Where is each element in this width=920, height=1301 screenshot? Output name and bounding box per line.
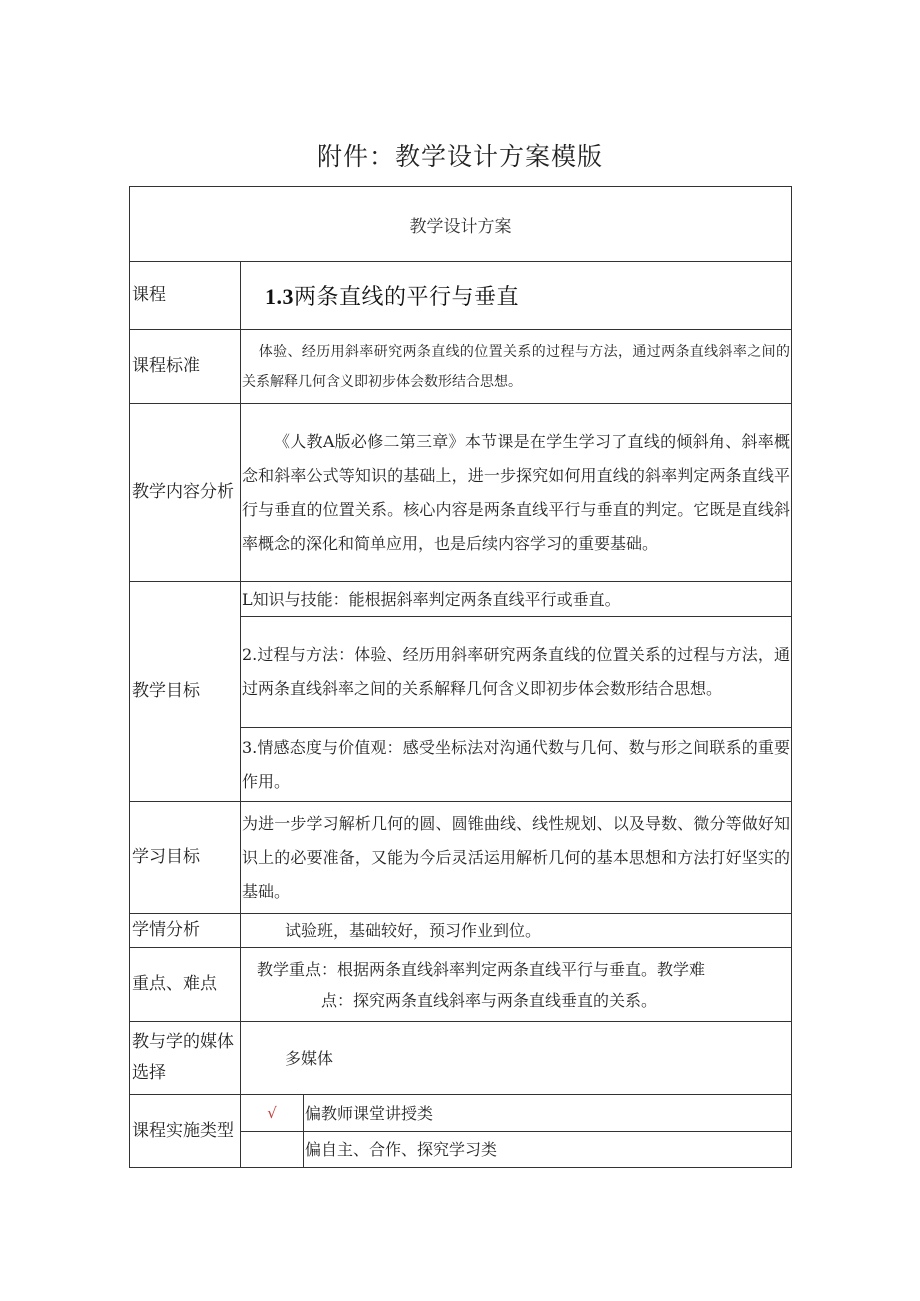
key-points-text — [241, 948, 792, 1022]
student-analysis-text: 试验班，基础较好，预习作业到位。 — [241, 914, 792, 948]
course-type-check-2 — [241, 1132, 304, 1168]
course-name: 两条直线的平行与垂直 — [294, 285, 520, 310]
student-analysis-row — [130, 914, 792, 948]
standard-label: 课程标准 — [130, 330, 241, 404]
student-analysis-label: 学情分析 — [130, 914, 241, 948]
course-number: 1.3 — [265, 284, 294, 309]
page-title: 附件：教学设计方案模版 — [316, 142, 603, 171]
media-text: 多媒体 — [241, 1022, 792, 1095]
media-label: 教与学的媒体选择 — [130, 1022, 241, 1095]
course-row — [130, 262, 792, 330]
course-type-check-1: √ — [241, 1095, 304, 1132]
course-type-row-1 — [130, 1095, 792, 1132]
course-type-option-2: 偏自主、合作、探究学习类 — [304, 1132, 792, 1168]
course-label: 课程 — [130, 262, 241, 330]
teaching-goals-label: 教学目标 — [130, 582, 241, 802]
learning-goals-label: 学习目标 — [130, 802, 241, 914]
course-type-option-1: 偏教师课堂讲授类 — [304, 1095, 792, 1132]
content-analysis-text: 《人教A版必修二第三章》本节课是在学生学习了直线的倾斜角、斜率概念和斜率公式等知识的基础上，进一步探究如何用直线的斜率判定两条直线平行与垂直的位置关系。核心内容是两条直线平行与垂直的判定。它既是直线斜率概念的深化和简单应用，也是后续内容学习的重要基础。 — [241, 404, 792, 582]
teaching-goal-2: 2.过程与方法：体验、经历用斜率研究两条直线的位置关系的过程与方法，通过两条直线斜率之间的关系解释几何含义即初步体会数形结合思想。 — [241, 617, 792, 728]
teaching-plan-table — [129, 186, 792, 1168]
plan-header-row — [130, 187, 792, 262]
key-points-label: 重点、难点 — [130, 948, 241, 1022]
learning-goals-text: 为进一步学习解析几何的圆、圆锥曲线、线性规划、以及导数、微分等做好知识上的必要准备，又能为今后灵活运用解析几何的基本思想和方法打好坚实的基础。 — [241, 802, 792, 914]
content-analysis-label: 教学内容分析 — [130, 404, 241, 582]
key-points-line-1: 教学重点：根据两条直线斜率判定两条直线平行与垂直。教学难 — [257, 959, 706, 979]
teaching-goal-1: L知识与技能：能根据斜率判定两条直线平行或垂直。 — [241, 582, 792, 617]
media-row — [130, 1022, 792, 1095]
teaching-goal-3: 3.情感态度与价值观：感受坐标法对沟通代数与几何、数与形之间联系的重要作用。 — [241, 728, 792, 802]
learning-goals-row — [130, 802, 792, 914]
goal-row-1 — [130, 582, 792, 617]
key-points-line-2: 点：探究两条直线斜率与两条直线垂直的关系。 — [321, 990, 658, 1010]
standard-row — [130, 330, 792, 404]
key-points-row — [130, 948, 792, 1022]
content-analysis-row — [130, 404, 792, 582]
standard-text: 体验、经历用斜率研究两条直线的位置关系的过程与方法，通过两条直线斜率之间的关系解释几何含义即初步体会数形结合思想。 — [241, 330, 792, 404]
course-title — [241, 262, 792, 330]
course-type-label: 课程实施类型 — [130, 1095, 241, 1168]
plan-header: 教学设计方案 — [130, 187, 792, 262]
